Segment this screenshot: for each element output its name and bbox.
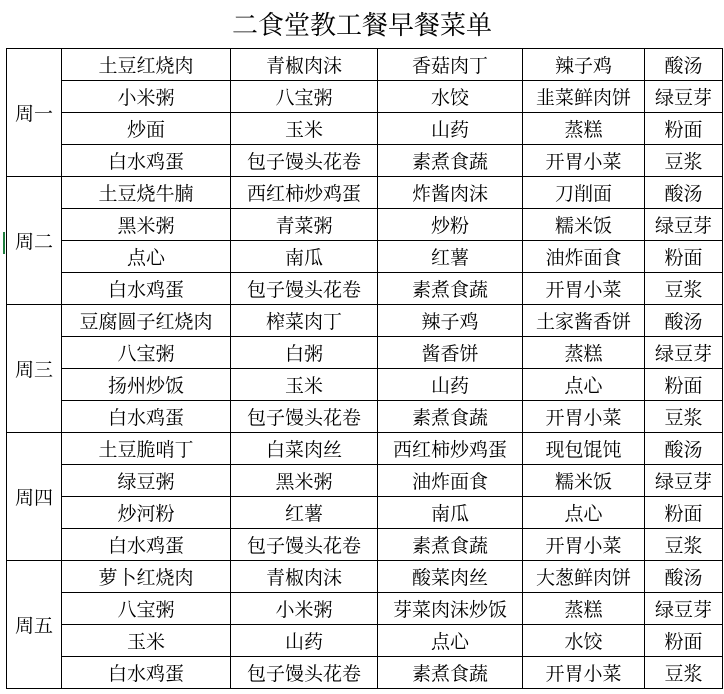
menu-row [7,465,723,497]
dish-cell[interactable]: 水饺 [378,81,523,113]
menu-row [7,177,723,209]
dish-cell[interactable]: 萝卜红烧肉 [62,561,231,593]
menu-row [7,113,723,145]
dish-cell[interactable]: 芽菜肉沫炒饭 [378,593,523,625]
dish-cell[interactable]: 现包馄饨 [523,433,645,465]
dish-cell[interactable]: 糯米饭 [523,209,645,241]
dish-cell[interactable]: 山药 [378,369,523,401]
dish-cell[interactable]: 粉面 [645,369,723,401]
menu-row [7,657,723,689]
dish-cell[interactable]: 红薯 [231,497,378,529]
menu-row [7,433,723,465]
dish-cell[interactable]: 红薯 [378,241,523,273]
dish-cell[interactable]: 酸汤 [645,433,723,465]
dish-cell[interactable]: 包子馒头花卷 [231,401,378,433]
dish-cell[interactable]: 豆浆 [645,529,723,561]
dish-cell[interactable]: 玉米 [62,625,231,657]
dish-cell[interactable]: 刀削面 [523,177,645,209]
dish-cell[interactable]: 青椒肉沫 [231,561,378,593]
dish-cell[interactable]: 开胃小菜 [523,273,645,305]
menu-row [7,593,723,625]
dish-cell[interactable]: 小米粥 [231,593,378,625]
menu-row [7,369,723,401]
menu-row [7,561,723,593]
dish-cell[interactable]: 绿豆芽 [645,465,723,497]
dish-cell[interactable]: 黑米粥 [62,209,231,241]
dish-cell[interactable]: 绿豆粥 [62,465,231,497]
menu-row [7,497,723,529]
dish-cell[interactable]: 玉米 [231,369,378,401]
cell-cursor [3,232,5,254]
dish-cell[interactable]: 油炸面食 [523,241,645,273]
dish-cell[interactable]: 白菜肉丝 [231,433,378,465]
dish-cell[interactable]: 辣子鸡 [523,49,645,81]
menu-row [7,145,723,177]
menu-row [7,241,723,273]
dish-cell[interactable]: 开胃小菜 [523,401,645,433]
dish-cell[interactable]: 土豆红烧肉 [62,49,231,81]
dish-cell[interactable]: 素煮食蔬 [378,529,523,561]
dish-cell[interactable]: 豆浆 [645,273,723,305]
dish-cell[interactable]: 大葱鲜肉饼 [523,561,645,593]
dish-cell[interactable]: 山药 [378,113,523,145]
dish-cell[interactable]: 粉面 [645,625,723,657]
dish-cell[interactable]: 榨菜肉丁 [231,305,378,337]
day-cell[interactable]: 周五 [7,561,62,689]
menu-row [7,337,723,369]
dish-cell[interactable]: 水饺 [523,625,645,657]
menu-row [7,81,723,113]
dish-cell[interactable]: 点心 [523,497,645,529]
dish-cell[interactable]: 粉面 [645,241,723,273]
dish-cell[interactable]: 粉面 [645,497,723,529]
dish-cell[interactable]: 开胃小菜 [523,145,645,177]
dish-cell[interactable]: 八宝粥 [62,593,231,625]
dish-cell[interactable]: 绿豆芽 [645,209,723,241]
dish-cell[interactable]: 黑米粥 [231,465,378,497]
dish-cell[interactable]: 豆浆 [645,401,723,433]
dish-cell[interactable]: 土豆脆哨丁 [62,433,231,465]
dish-cell[interactable]: 包子馒头花卷 [231,657,378,689]
dish-cell[interactable]: 南瓜 [378,497,523,529]
dish-cell[interactable]: 扬州炒饭 [62,369,231,401]
dish-cell[interactable]: 白水鸡蛋 [62,145,231,177]
dish-cell[interactable]: 酸菜肉丝 [378,561,523,593]
dish-cell[interactable]: 白水鸡蛋 [62,273,231,305]
dish-cell[interactable]: 开胃小菜 [523,657,645,689]
dish-cell[interactable]: 酸汤 [645,177,723,209]
menu-row [7,401,723,433]
dish-cell[interactable]: 包子馒头花卷 [231,145,378,177]
dish-cell[interactable]: 炒粉 [378,209,523,241]
dish-cell[interactable]: 绿豆芽 [645,593,723,625]
dish-cell[interactable]: 蒸糕 [523,113,645,145]
dish-cell[interactable]: 蒸糕 [523,337,645,369]
dish-cell[interactable]: 辣子鸡 [378,305,523,337]
dish-cell[interactable]: 酸汤 [645,49,723,81]
day-cell[interactable]: 周一 [7,49,62,177]
dish-cell[interactable]: 土豆烧牛腩 [62,177,231,209]
menu-row [7,49,723,81]
dish-cell[interactable]: 炸酱肉沫 [378,177,523,209]
dish-cell[interactable]: 西红柿炒鸡蛋 [231,177,378,209]
dish-cell[interactable]: 山药 [231,625,378,657]
dish-cell[interactable]: 白水鸡蛋 [62,657,231,689]
menu-row [7,529,723,561]
dish-cell[interactable]: 豆浆 [645,145,723,177]
dish-cell[interactable]: 小米粥 [62,81,231,113]
dish-cell[interactable]: 白水鸡蛋 [62,529,231,561]
dish-cell[interactable]: 点心 [378,625,523,657]
dish-cell[interactable]: 炒面 [62,113,231,145]
dish-cell[interactable]: 炒河粉 [62,497,231,529]
dish-cell[interactable]: 青椒肉沫 [231,49,378,81]
dish-cell[interactable]: 八宝粥 [62,337,231,369]
dish-cell[interactable]: 素煮食蔬 [378,273,523,305]
dish-cell[interactable]: 白水鸡蛋 [62,401,231,433]
day-cell[interactable]: 周二 [7,177,62,305]
dish-cell[interactable]: 点心 [62,241,231,273]
menu-title: 二食堂教工餐早餐菜单 [231,11,492,41]
dish-cell[interactable]: 点心 [523,369,645,401]
dish-cell[interactable]: 酱香饼 [378,337,523,369]
dish-cell[interactable]: 白粥 [231,337,378,369]
dish-cell[interactable]: 香菇肉丁 [378,49,523,81]
dish-cell[interactable]: 素煮食蔬 [378,401,523,433]
dish-cell[interactable]: 开胃小菜 [523,529,645,561]
dish-cell[interactable]: 土家酱香饼 [523,305,645,337]
menu-table [6,48,723,689]
day-cell[interactable]: 周三 [7,305,62,433]
menu-row [7,209,723,241]
dish-cell[interactable]: 西红柿炒鸡蛋 [378,433,523,465]
dish-cell[interactable]: 绿豆芽 [645,81,723,113]
dish-cell[interactable]: 青菜粥 [231,209,378,241]
dish-cell[interactable]: 豆浆 [645,657,723,689]
dish-cell[interactable]: 油炸面食 [378,465,523,497]
dish-cell[interactable]: 包子馒头花卷 [231,273,378,305]
dish-cell[interactable]: 豆腐圆子红烧肉 [62,305,231,337]
menu-row [7,273,723,305]
dish-cell[interactable]: 酸汤 [645,305,723,337]
dish-cell[interactable]: 素煮食蔬 [378,145,523,177]
dish-cell[interactable]: 蒸糕 [523,593,645,625]
dish-cell[interactable]: 韭菜鲜肉饼 [523,81,645,113]
dish-cell[interactable]: 绿豆芽 [645,337,723,369]
menu-row [7,305,723,337]
dish-cell[interactable]: 玉米 [231,113,378,145]
dish-cell[interactable]: 八宝粥 [231,81,378,113]
menu-row [7,625,723,657]
dish-cell[interactable]: 包子馒头花卷 [231,529,378,561]
dish-cell[interactable]: 粉面 [645,113,723,145]
dish-cell[interactable]: 素煮食蔬 [378,657,523,689]
menu-table-body [7,49,723,689]
dish-cell[interactable]: 南瓜 [231,241,378,273]
dish-cell[interactable]: 酸汤 [645,561,723,593]
dish-cell[interactable]: 糯米饭 [523,465,645,497]
day-cell[interactable]: 周四 [7,433,62,561]
